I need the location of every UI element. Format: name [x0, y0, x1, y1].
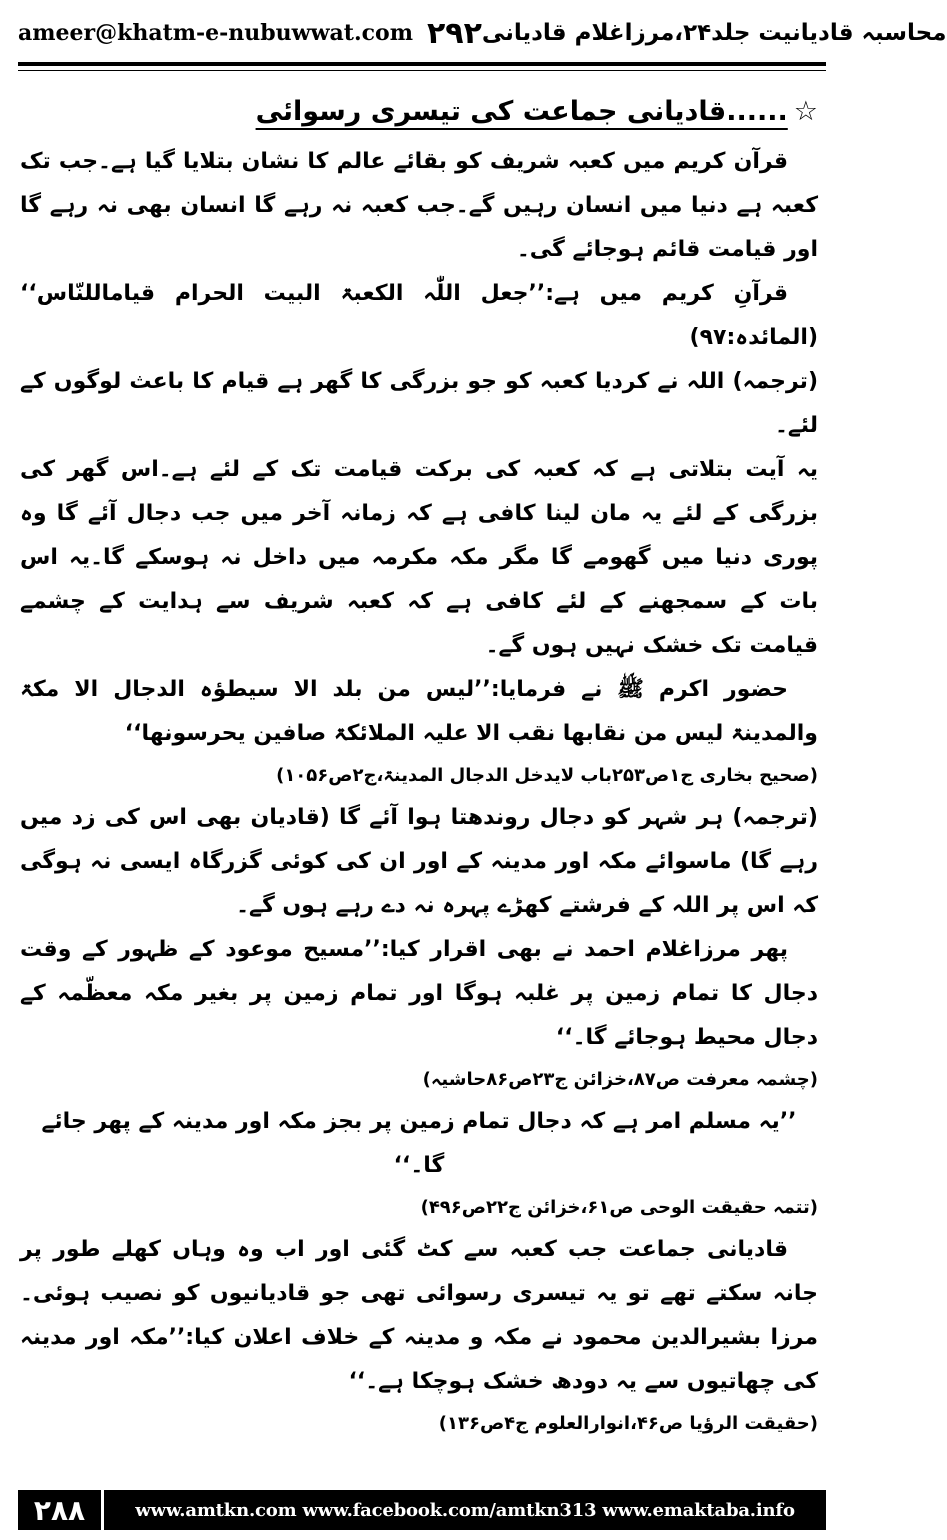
- paragraph-4: یہ آیت بتلاتی ہے کہ کعبہ کی برکت قیامت تک کے لئے ہے۔اس گھر کی بزرگی کے لئے یہ مان لینا کافی ہے کہ زمانہ آخر میں جب دجال آئے گا وہ پوری دنیا میں گھومے گا مگر مکہ مکرمہ میں داخل نہ ہوسکے گا۔یہ اس بات کے سمجھنے کے لئے کافی ہے کہ کعبہ شریف سے ہدایت کے چشمے قیامت تک خشک نہیں ہوں گے۔: [20, 457, 818, 658]
- footer-page-number: ۲۸۸: [18, 1490, 104, 1530]
- header-rule-thick: [18, 62, 826, 66]
- header-rule-thin: [18, 70, 826, 71]
- paragraph-8: ’’یہ مسلم امر ہے کہ دجال تمام زمین پر بجز مکہ اور مدینہ کے پھر جائے گا۔‘‘: [41, 1109, 797, 1178]
- paragraph-9: قادیانی جماعت جب کعبہ سے کٹ گئی اور اب وہ وہاں کھلے طور پر جانہ سکتے تھے تو یہ تیسری رسوائی تھی جو قادیانیوں کو نصیب ہوئی۔مرزا بشیرالدین محمود نے مکہ و مدینہ کے خلاف اعلان کیا:’’مکہ اور مدینہ کی چھاتیوں سے یہ دودھ خشک ہوچکا ہے۔‘‘: [20, 1237, 818, 1394]
- paragraph-6: (ترجمہ) ہر شہر کو دجال روندھتا ہوا آئے گا (قادیان بھی اس کی زد میں رہے گا) ماسوائے مکہ اور مدینہ کے اور ان کی کوئی گزرگاہ ایسی نہ ہوگی کہ اس پر اللہ کے فرشتے کھڑے پہرہ نہ دے رہے ہوں گے۔: [20, 805, 818, 918]
- paragraph-7: پھر مرزاغلام احمد نے بھی اقرار کیا:’’مسیح موعود کے ظہور کے وقت دجال کا تمام زمین پر غلبہ ہوگا اور تمام زمین پر بغیر مکہ معظّمہ کے دجال محیط ہوجائے گا۔‘‘: [20, 937, 818, 1050]
- reference-4: (حقیقت الرؤیا ص۴۶،انوارالعلوم ج۴ص۱۳۶): [438, 1413, 818, 1434]
- page-content: [20, 84, 818, 1444]
- header-book-title: محاسبہ قادیانیت جلد۲۴،مرزاغلام قادیانی: [481, 20, 947, 46]
- page-footer: [18, 1490, 826, 1530]
- reference-2: (چشمہ معرفت ص۸۷،خزائن ج۲۳ص۸۶حاشیہ): [422, 1069, 818, 1090]
- reference-1: (صحیح بخاری ج۱ص۲۵۳باب لایدخل الدجال المدینۃ،ج۲ص۱۰۵۶): [276, 765, 818, 786]
- star-icon: ☆: [793, 96, 818, 127]
- page-header: [18, 8, 947, 58]
- paragraph-2: قرآنِ کریم میں ہے:’’جعل اللّٰہ الکعبۃ البیت الحرام قیاماللنّاس‘‘ (المائدہ:۹۷): [20, 281, 818, 350]
- header-page-number: ۲۹۲: [426, 15, 482, 51]
- header-left: [18, 16, 482, 51]
- paragraph-1: قرآن کریم میں کعبہ شریف کو بقائے عالم کا نشان بتلایا گیا ہے۔جب تک کعبہ ہے دنیا میں انسان رہیں گے۔جب کعبہ نہ رہے گا انسان بھی نہ رہے گا اور قیامت قائم ہوجائے گی۔: [20, 149, 818, 262]
- paragraph-5: حضور اکرم ﷺ نے فرمایا:’’لیس من بلد الا سیطؤہ الدجال الا مکۃ والمدینۃ لیس من نقابھا نقب الا علیہ الملائکۃ صافین یحرسونھا‘‘: [20, 677, 818, 746]
- section-heading-text: ......قادیانی جماعت کی تیسری رسوائی: [255, 96, 788, 127]
- header-email: ameer@khatm-e-nubuwwat.com: [18, 20, 413, 46]
- footer-urls: www.amtkn.com www.facebook.com/amtkn313 www.emaktaba.info: [135, 1499, 795, 1521]
- paragraph-3: (ترجمہ) اللہ نے کردیا کعبہ کو جو بزرگی کا گھر ہے قیام کا باعث لوگوں کے لئے۔: [20, 369, 818, 438]
- section-heading: [20, 84, 818, 140]
- reference-3: (تتمہ حقیقت الوحی ص۶۱،خزائن ج۲۲ص۴۹۶): [420, 1197, 818, 1218]
